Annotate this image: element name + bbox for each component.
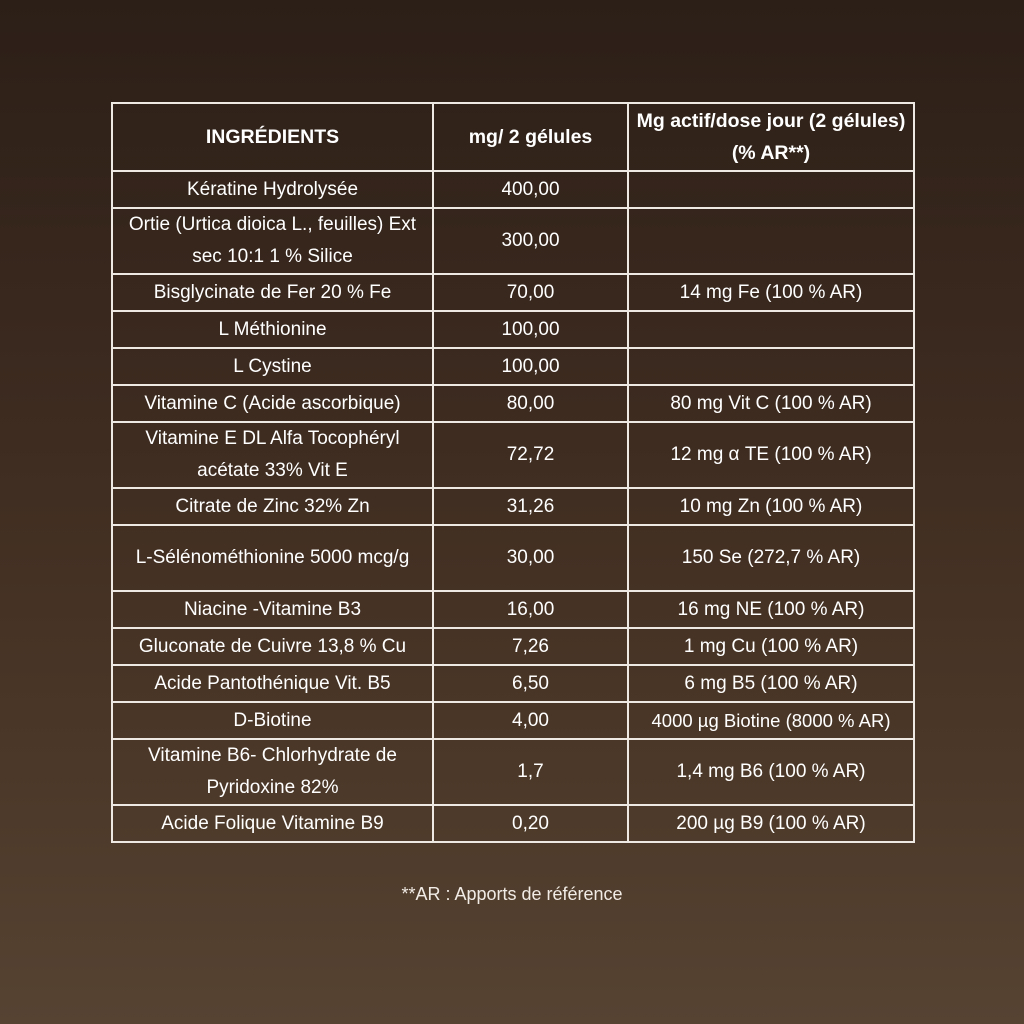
ingredients-table [111,102,915,843]
ingredient-cell: L-Sélénométhionine 5000 mcg/g [112,525,433,591]
active-cell: 150 Se (272,7 % AR) [628,525,914,591]
footnote: **AR : Apports de référence [401,884,623,904]
table-row [112,208,914,274]
ingredient-cell: Vitamine C (Acide ascorbique) [112,385,433,422]
table-row [112,422,914,488]
table-row [112,274,914,311]
mg-cell: 4,00 [433,702,628,739]
ingredient-cell: Acide Pantothénique Vit. B5 [112,665,433,702]
active-cell [628,311,914,348]
ingredient-cell: L Cystine [112,348,433,385]
active-cell: 4000 µg Biotine (8000 % AR) [628,702,914,739]
active-cell: 16 mg NE (100 % AR) [628,591,914,628]
mg-cell: 72,72 [433,422,628,488]
table-row [112,525,914,591]
mg-cell: 0,20 [433,805,628,842]
active-cell: 1 mg Cu (100 % AR) [628,628,914,665]
mg-cell: 100,00 [433,311,628,348]
mg-cell: 400,00 [433,171,628,208]
active-cell [628,208,914,274]
ingredient-cell: Niacine -Vitamine B3 [112,591,433,628]
table-row [112,385,914,422]
header-active-dose: Mg actif/dose jour (2 gélules) (% AR**) [628,103,914,171]
ingredient-cell: Gluconate de Cuivre 13,8 % Cu [112,628,433,665]
table-row [112,739,914,805]
mg-cell: 7,26 [433,628,628,665]
table-row [112,628,914,665]
mg-cell: 80,00 [433,385,628,422]
ingredient-cell: Ortie (Urtica dioica L., feuilles) Ext sec 10:1 1 % Silice [112,208,433,274]
active-cell: 14 mg Fe (100 % AR) [628,274,914,311]
table-row [112,702,914,739]
active-cell: 10 mg Zn (100 % AR) [628,488,914,525]
table-row [112,348,914,385]
ingredient-cell: Citrate de Zinc 32% Zn [112,488,433,525]
ingredient-cell: Vitamine B6- Chlorhydrate de Pyridoxine 82% [112,739,433,805]
active-cell: 80 mg Vit C (100 % AR) [628,385,914,422]
ingredient-cell: Kératine Hydrolysée [112,171,433,208]
active-cell: 1,4 mg B6 (100 % AR) [628,739,914,805]
mg-cell: 70,00 [433,274,628,311]
ingredient-cell: Vitamine E DL Alfa Tocophéryl acétate 33% Vit E [112,422,433,488]
active-cell: 200 µg B9 (100 % AR) [628,805,914,842]
mg-cell: 16,00 [433,591,628,628]
table-row [112,171,914,208]
ingredient-cell: L Méthionine [112,311,433,348]
mg-cell: 31,26 [433,488,628,525]
active-cell: 6 mg B5 (100 % AR) [628,665,914,702]
table-row [112,488,914,525]
ingredient-cell: D-Biotine [112,702,433,739]
header-mg-per-2-capsules: mg/ 2 gélules [433,103,628,171]
active-cell [628,171,914,208]
table-row [112,311,914,348]
table-row [112,665,914,702]
mg-cell: 30,00 [433,525,628,591]
table-row [112,591,914,628]
table-row [112,805,914,842]
active-cell: 12 mg α TE (100 % AR) [628,422,914,488]
ingredient-cell: Bisglycinate de Fer 20 % Fe [112,274,433,311]
mg-cell: 100,00 [433,348,628,385]
ingredients-table-container [111,102,913,843]
ingredient-cell: Acide Folique Vitamine B9 [112,805,433,842]
active-cell [628,348,914,385]
mg-cell: 6,50 [433,665,628,702]
header-ingredients: INGRÉDIENTS [112,103,433,171]
table-header-row [112,103,914,171]
mg-cell: 300,00 [433,208,628,274]
mg-cell: 1,7 [433,739,628,805]
